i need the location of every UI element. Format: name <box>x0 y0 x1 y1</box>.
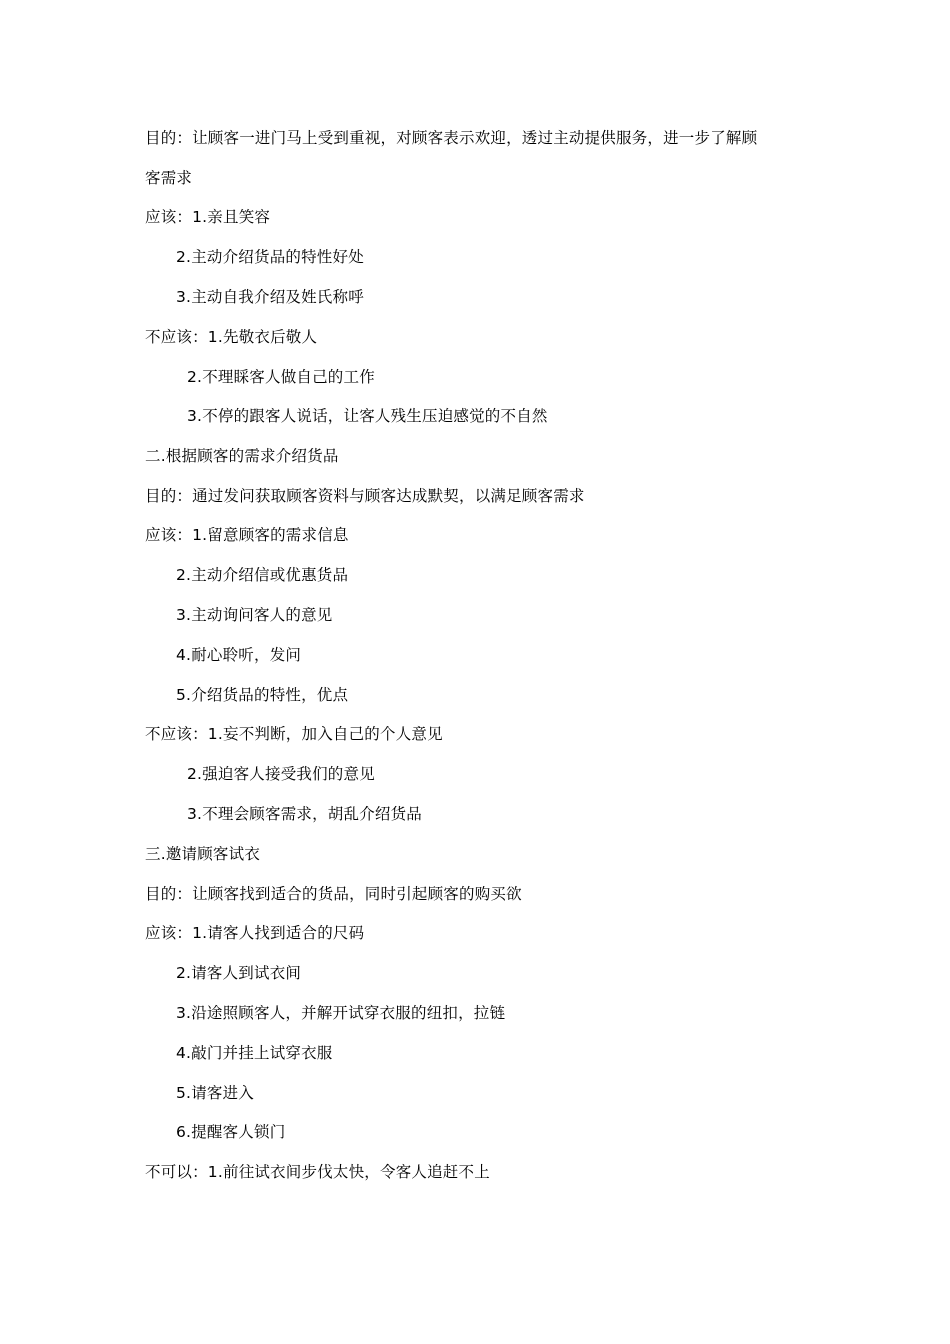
should-item-6: 6.提醒客人锁门 <box>176 1123 286 1141</box>
purpose-line-1-cont: 客需求 <box>145 169 193 187</box>
purpose-line-3: 目的：让顾客找到适合的货品，同时引起顾客的购买欲 <box>145 885 522 903</box>
should-item-1: 应该：1.请客人找到适合的尺码 <box>145 924 365 942</box>
should-not-item-2: 2.强迫客人接受我们的意见 <box>187 765 375 783</box>
should-item-1: 应该：1.留意顾客的需求信息 <box>145 526 349 544</box>
should-not-item-3: 3.不停的跟客人说话，让客人残生压迫感觉的不自然 <box>187 407 548 425</box>
section-heading-2: 二.根据顾客的需求介绍货品 <box>145 447 339 465</box>
should-item-3: 3.沿途照顾客人，并解开试穿衣服的纽扣，拉链 <box>176 1004 506 1022</box>
purpose-line-2: 目的：通过发问获取顾客资料与顾客达成默契，以满足顾客需求 <box>145 487 585 505</box>
should-not-item-1: 不应该：1.妄不判断，加入自己的个人意见 <box>145 725 443 743</box>
should-item-4: 4.耐心聆听，发问 <box>176 646 302 664</box>
purpose-line-1: 目的：让顾客一进门马上受到重视，对顾客表示欢迎，透过主动提供服务，进一步了解顾 <box>145 129 758 147</box>
should-not-item-1: 不应该：1.先敬衣后敬人 <box>145 328 318 346</box>
should-item-2: 2.请客人到试衣间 <box>176 964 302 982</box>
should-not-item-3: 3.不理会顾客需求，胡乱介绍货品 <box>187 805 422 823</box>
should-item-1: 应该：1.亲且笑容 <box>145 208 271 226</box>
should-item-4: 4.敲门并挂上试穿衣服 <box>176 1044 333 1062</box>
section-heading-3: 三.邀请顾客试衣 <box>145 845 261 863</box>
should-not-item-2: 2.不理睬客人做自己的工作 <box>187 368 375 386</box>
should-item-3: 3.主动询问客人的意见 <box>176 606 333 624</box>
should-item-5: 5.介绍货品的特性，优点 <box>176 686 349 704</box>
should-item-5: 5.请客进入 <box>176 1084 254 1102</box>
must-not-item-1: 不可以：1.前往试衣间步伐太快，令客人追赶不上 <box>145 1163 490 1181</box>
should-item-2: 2.主动介绍信或优惠货品 <box>176 566 349 584</box>
should-item-3: 3.主动自我介绍及姓氏称呼 <box>176 288 364 306</box>
should-item-2: 2.主动介绍货品的特性好处 <box>176 248 364 266</box>
